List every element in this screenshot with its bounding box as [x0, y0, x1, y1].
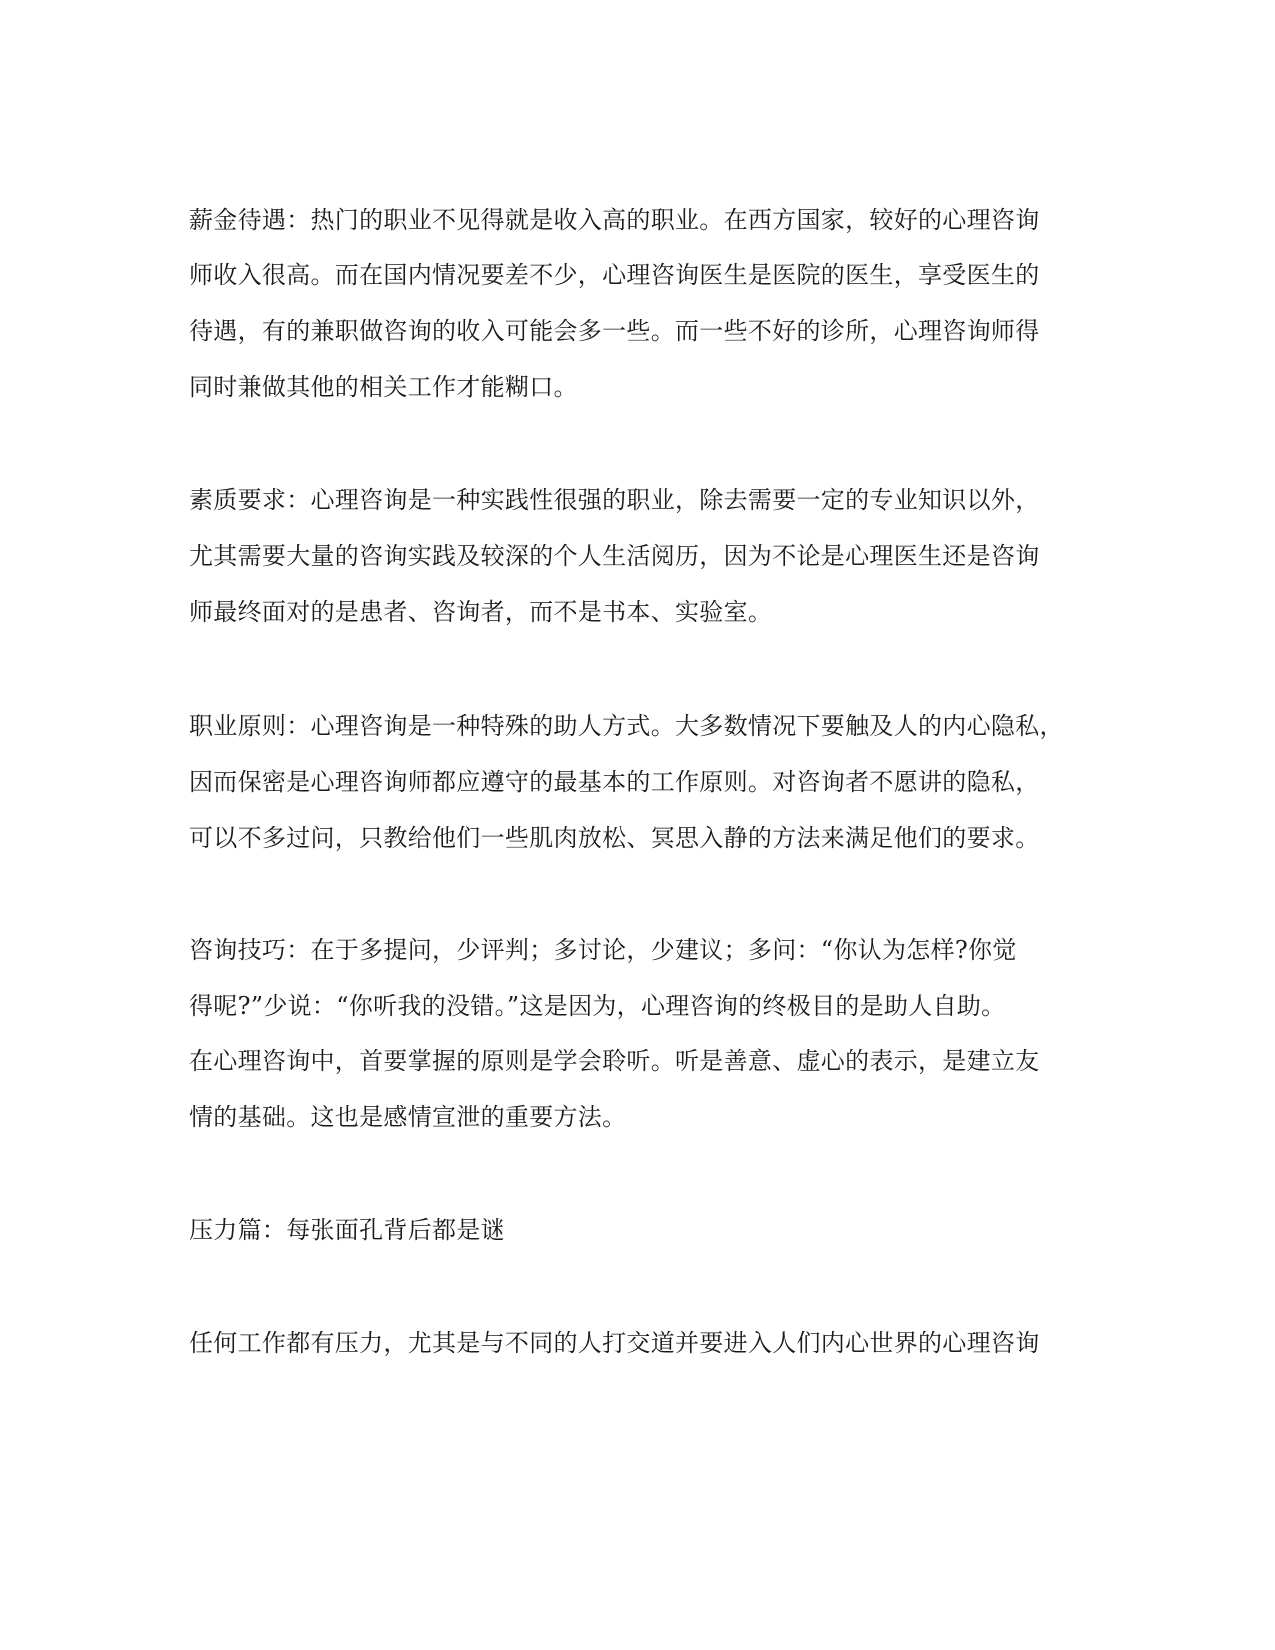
- text-line: 在心理咨询中，首要掌握的原则是学会聆听。听是善意、虚心的表示，是建立友: [189, 1047, 1040, 1075]
- text-line: 薪金待遇：热门的职业不见得就是收入高的职业。在西方国家，较好的心理咨询: [189, 206, 1040, 234]
- text-line: 职业原则：心理咨询是一种特殊的助人方式。大多数情况下要触及人的内心隐私，: [189, 712, 1064, 740]
- text-line: 得呢?”少说：“你听我的没错。”这是因为，心理咨询的终极目的是助人自助。: [189, 992, 1006, 1020]
- text-line: 咨询技巧：在于多提问，少评判；多讨论，少建议；多问：“你认为怎样?你觉: [189, 936, 1017, 964]
- text-line: 因而保密是心理咨询师都应遵守的最基本的工作原则。对咨询者不愿讲的隐私，: [189, 768, 1040, 796]
- text-line: 素质要求：心理咨询是一种实践性很强的职业，除去需要一定的专业知识以外，: [189, 486, 1040, 514]
- text-line: 待遇，有的兼职做咨询的收入可能会多一些。而一些不好的诊所，心理咨询师得: [189, 317, 1040, 345]
- text-line: 同时兼做其他的相关工作才能糊口。: [189, 373, 578, 401]
- text-line: 情的基础。这也是感情宣泄的重要方法。: [189, 1103, 627, 1131]
- text-line: 任何工作都有压力，尤其是与不同的人打交道并要进入人们内心世界的心理咨询: [189, 1329, 1040, 1357]
- text-line: 师收入很高。而在国内情况要差不少，心理咨询医生是医院的医生，享受医生的: [189, 261, 1040, 289]
- text-line: 师最终面对的是患者、咨询者，而不是书本、实验室。: [189, 598, 773, 626]
- text-line: 压力篇：每张面孔背后都是谜: [189, 1216, 505, 1244]
- text-line: 可以不多过问，只教给他们一些肌肉放松、冥思入静的方法来满足他们的要求。: [189, 824, 1040, 852]
- text-line: 尤其需要大量的咨询实践及较深的个人生活阅历，因为不论是心理医生还是咨询: [189, 542, 1040, 570]
